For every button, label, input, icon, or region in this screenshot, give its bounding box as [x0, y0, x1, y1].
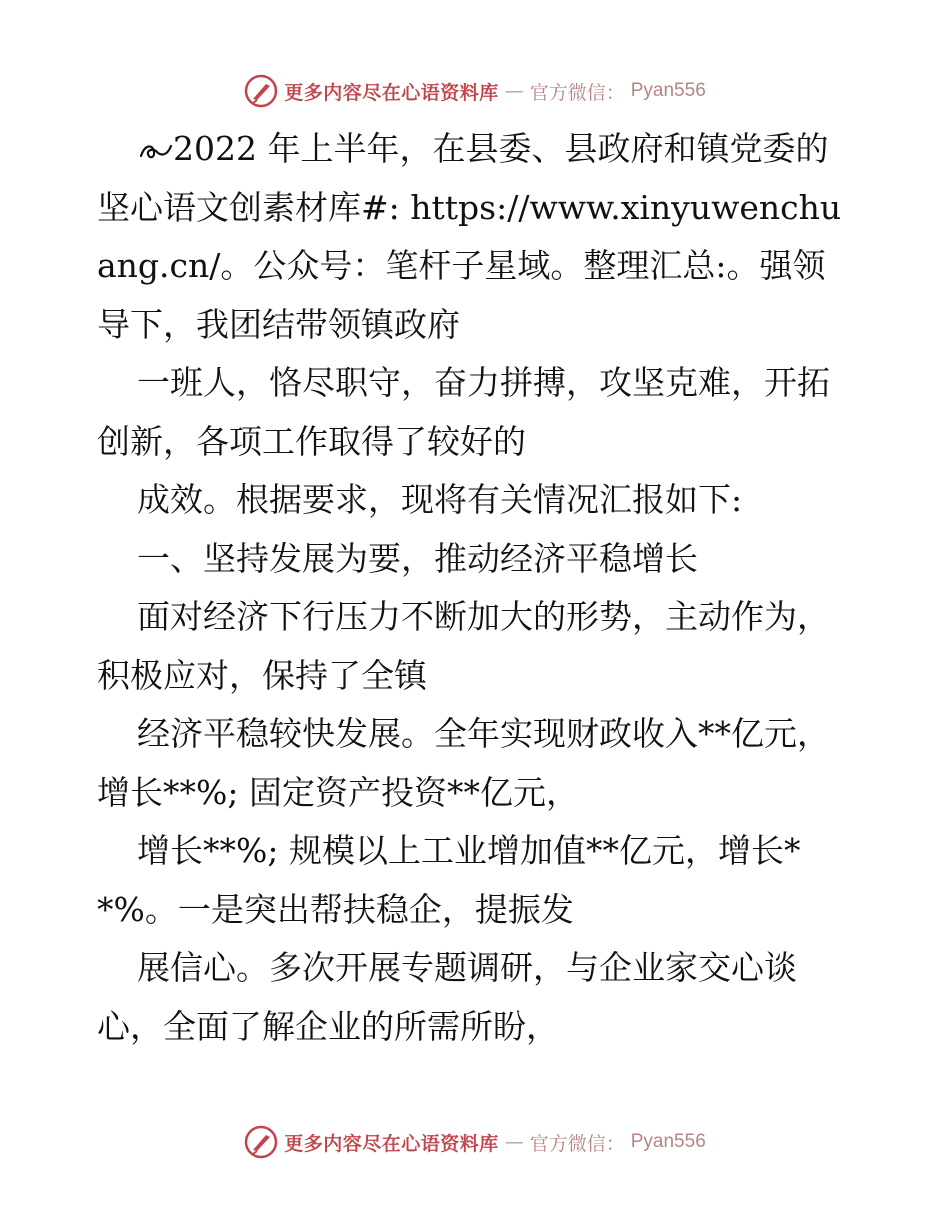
banner-main-text: 更多内容尽在心语资料库 [284, 1132, 499, 1155]
banner-official-label: 官方微信： [529, 81, 625, 104]
paragraph-7: 展信心。多次开展专题调研，与企业家交心谈心，全面了解企业的所需所盼， [97, 948, 797, 1046]
quill-logo-icon [244, 1125, 278, 1159]
paragraph-4: 面对经济下行压力不断加大的形势，主动作为，积极应对，保持了全镇 [97, 597, 830, 695]
banner-official-label: 官方微信： [529, 1132, 625, 1155]
footer-watermark-banner [0, 1125, 950, 1159]
banner-dash: — [504, 1131, 524, 1153]
paragraph-1 [97, 120, 857, 354]
banner-main-text: 更多内容尽在心语资料库 [284, 81, 499, 104]
section-heading-1: 一、坚持发展为要，推动经济平稳增长 [137, 538, 698, 578]
quill-logo-icon [244, 74, 278, 108]
paragraph-5: 经济平稳较快发展。全年实现财政收入**亿元，增长**%; 固定资产投资**亿元， [97, 714, 830, 812]
paragraph-3: 成效。根据要求，现将有关情况汇报如下: [137, 480, 743, 519]
document-body [97, 120, 857, 1056]
banner-wechat-id: Pyan556 [630, 80, 706, 101]
paragraph-2: 一班人，恪尽职守，奋力拼搏，攻坚克难，开拓创新，各项工作取得了较好的 [97, 363, 830, 461]
swirl-ornament-icon [139, 140, 173, 162]
banner-wechat-id: Pyan556 [630, 1131, 706, 1152]
banner-dash: — [504, 80, 524, 102]
header-watermark-banner [0, 74, 950, 108]
paragraph-1-text: 2022 年上半年，在县委、县政府和镇党委的坚心语文创素材库#: https://www.xinyuwenchuang.cn/。公众号：笔杆子星域。整理汇总:。强领导下，我团结带领镇政府 [97, 129, 842, 344]
paragraph-6: 增长**%; 规模以上工业增加值**亿元，增长**%。一是突出帮扶稳企，提振发 [97, 831, 801, 929]
